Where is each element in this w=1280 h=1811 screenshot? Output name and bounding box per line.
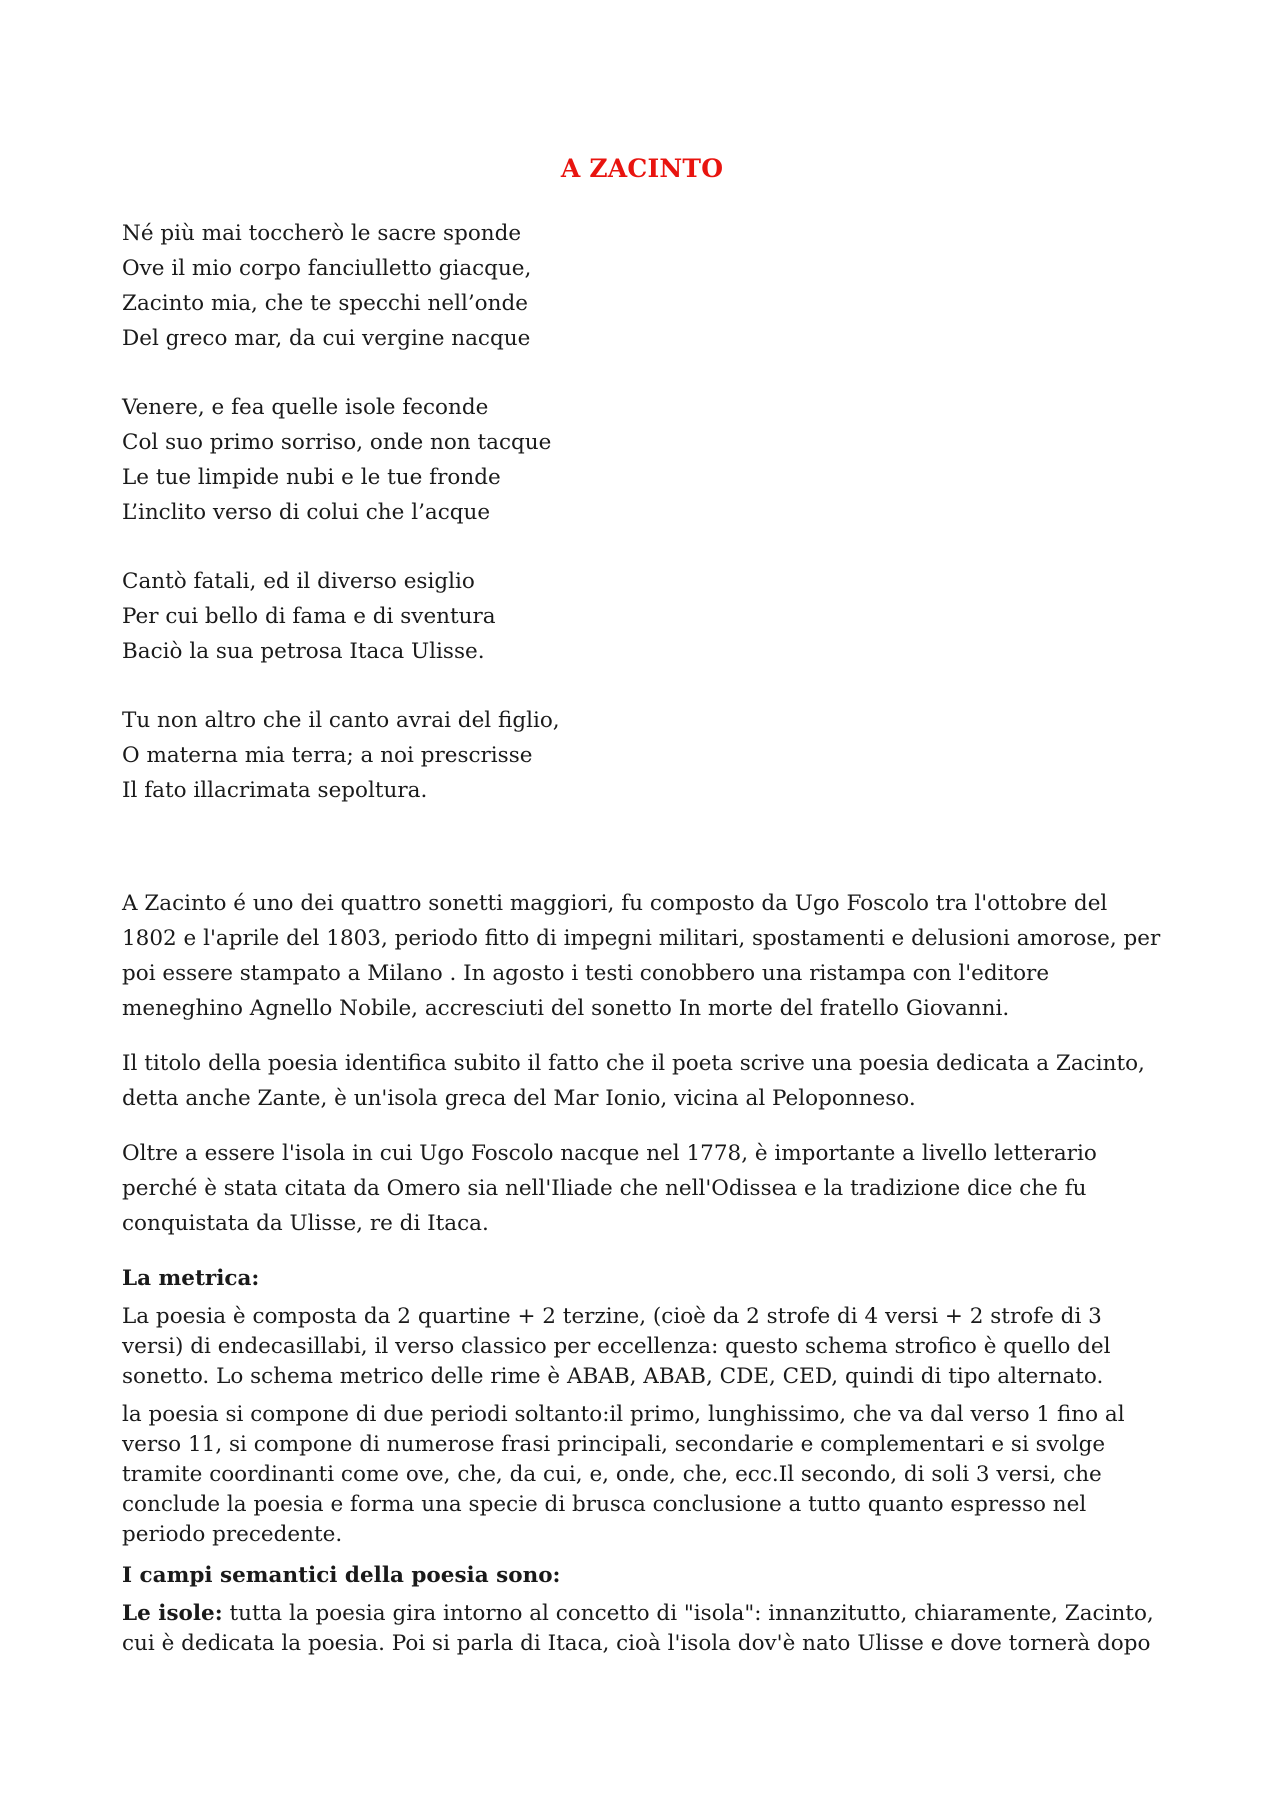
section-heading-metrica: La metrica: <box>122 1266 260 1291</box>
poem-line: Il fato illacrimata sepoltura. <box>122 778 428 803</box>
intro-paragraph: A Zacinto é uno dei quattro sonetti maggiori, fu composto da Ugo Foscolo tra l'ottobre del 1802 e l'aprile del 1803, periodo fitto di impegni militari, spostamenti e delusioni amorose, per poi essere stampato a Milano . In agosto i testi conobbero una ristampa con l'editore meneghino Agnello Nobile, accresciuti del sonetto In morte del fratello Giovanni. <box>122 891 1161 1021</box>
poem-line: Tu non altro che il canto avrai del figlio, <box>122 708 560 733</box>
campi-paragraph <box>122 1599 1162 1659</box>
poem-line: Col suo primo sorriso, onde non tacque <box>122 430 552 455</box>
poem-line: L’inclito verso di colui che l’acque <box>122 500 491 525</box>
poem-stanza-4 <box>122 703 1162 808</box>
poem-stanza-2 <box>122 390 1162 530</box>
poem-line: Baciò la sua petrosa Itaca Ulisse. <box>122 639 485 664</box>
poem-line: Cantò fatali, ed il diverso esiglio <box>122 569 475 594</box>
poem-line: Per cui bello di fama e di sventura <box>122 604 496 629</box>
poem-line: Venere, e fea quelle isole feconde <box>122 395 489 420</box>
isole-label: Le isole: <box>122 1601 223 1626</box>
isole-text: tutta la poesia gira intorno al concetto di "isola": innanzitutto, chiaramente, Zacinto, cui è dedicata la poesia. Poi si parla di Itaca, cioà l'isola dov'è nato Ulisse e dove tornerà dopo <box>122 1601 1154 1656</box>
poem-stanza-1 <box>122 216 1162 356</box>
section-heading-campi: I campi semantici della poesia sono: <box>122 1563 561 1588</box>
poem-stanza-3 <box>122 564 1162 669</box>
metrica-paragraph: La poesia è composta da 2 quartine + 2 terzine, (cioè da 2 strofe di 4 versi + 2 strofe di 3 versi) di endecasillabi, il verso classico per eccellenza: questo schema strofico è quello del sonetto. Lo schema metrico delle rime è ABAB, ABAB, CDE, CED, quindi di tipo alternato. <box>122 1304 1111 1389</box>
poem-line: O materna mia terra; a noi prescrisse <box>122 743 533 768</box>
poem-line: Del greco mar, da cui vergine nacque <box>122 326 531 351</box>
poem-line: Zacinto mia, che te specchi nell’onde <box>122 291 528 316</box>
poem <box>122 216 1162 842</box>
intro-paragraph: Oltre a essere l'isola in cui Ugo Foscolo nacque nel 1778, è importante a livello letterario perché è stata citata da Omero sia nell'Iliade che nell'Odissea e la tradizione dice che fu conquistata da Ulisse, re di Itaca. <box>122 1141 1097 1236</box>
metrica-paragraph: la poesia si compone di due periodi soltanto:il primo, lunghissimo, che va dal verso 1 fino al verso 11, si compone di numerose frasi principali, secondarie e complementari e si svolge tramite coordinanti come ove, che, da cui, e, onde, che, ecc.Il secondo, di soli 3 versi, che conclude la poesia e forma una specie di brusca conclusione a tutto quanto espresso nel periodo precedente. <box>122 1402 1125 1547</box>
commentary <box>122 886 1162 1667</box>
poem-line: Le tue limpide nubi e le tue fronde <box>122 465 501 490</box>
poem-line: Ove il mio corpo fanciulletto giacque, <box>122 256 532 281</box>
page-title: A ZACINTO <box>560 154 724 183</box>
poem-line: Né più mai toccherò le sacre sponde <box>122 221 522 246</box>
intro-paragraph: Il titolo della poesia identifica subito il fatto che il poeta scrive una poesia dedicata a Zacinto, detta anche Zante, è un'isola greca del Mar Ionio, vicina al Peloponneso. <box>122 1051 1145 1111</box>
